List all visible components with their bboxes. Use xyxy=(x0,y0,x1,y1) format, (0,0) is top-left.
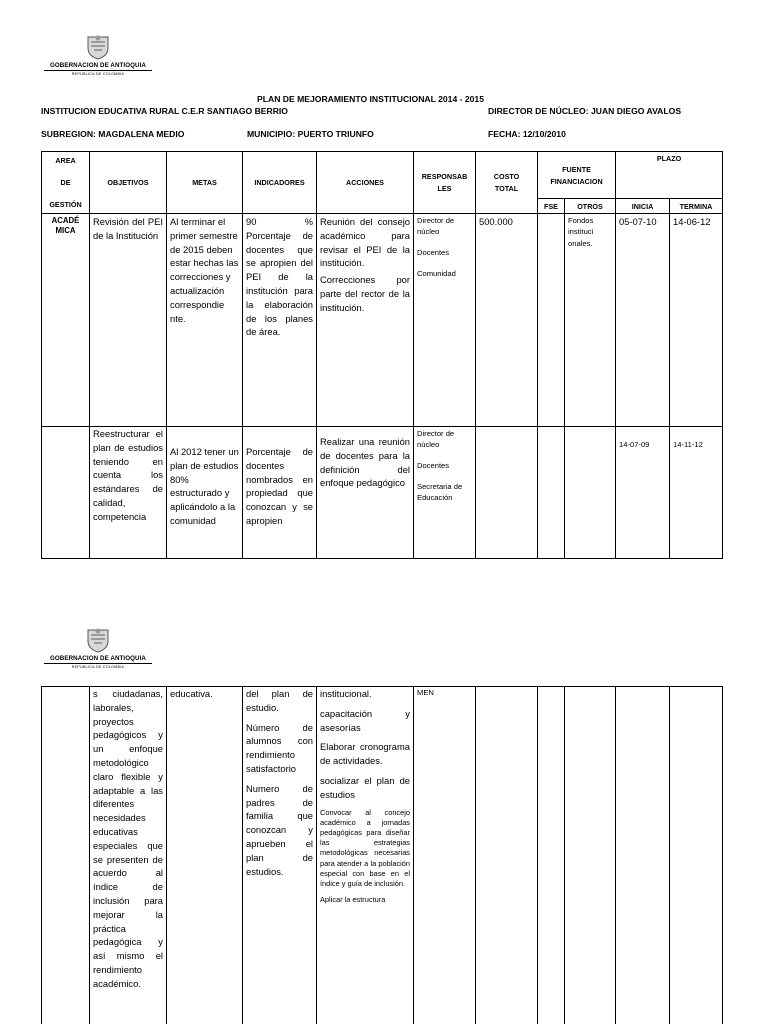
acciones-cell: Realizar una reunión de docentes para la definición del enfoque pedagógico xyxy=(320,436,410,489)
logo-org-name: GOBERNACION DE ANTIOQUIA xyxy=(49,62,146,69)
director-name: DIRECTOR DE NÚCLEO: JUAN DIEGO AVALOS xyxy=(488,106,682,116)
fse-cell xyxy=(538,687,565,1024)
inicia-cell: 05-07-10 xyxy=(619,216,657,227)
government-logo-page-2 xyxy=(42,627,154,669)
header-indicadores: INDICADORES xyxy=(243,152,317,214)
table-row xyxy=(42,687,723,1024)
fse-cell xyxy=(538,214,564,216)
coat-of-arms-icon xyxy=(84,627,112,653)
government-logo xyxy=(42,34,154,76)
header-fuente: FUENTE FINANCIACION xyxy=(538,152,616,199)
acciones-cell: institucional. capacitación y asesorías Elaborar cronograma de actividades. socializar el plan de estudios Convocar al concejo académico a jornadas pedagógicas para diseñar las estrategias metodológicas necesarias para atender a la población especial con base en el índice y guía de inclusión. Aplicar la estructura xyxy=(320,688,410,905)
indicador-cell: Porcentaje de docentes nombrados en propiedad que conozcan y se apropien xyxy=(246,446,313,526)
area-cell xyxy=(42,427,90,559)
header-objetivos: OBJETIVOS xyxy=(90,152,167,214)
table-row xyxy=(42,214,723,427)
header-fse: FSE xyxy=(538,199,565,214)
logo-org-name: GOBERNACION DE ANTIOQUIA xyxy=(49,655,146,662)
indicador-cell: 90 % Porcentaje de docentes que se apropien del PEI de la institución para la elaboración de los planes de área. xyxy=(246,216,313,338)
institution-name: INSTITUCION EDUCATIVA RURAL C.E.R SANTIAGO BERRIO xyxy=(41,106,288,116)
header-costo: COSTO TOTAL xyxy=(476,152,538,214)
costo-cell xyxy=(476,687,538,1024)
acciones-cell: Reunión del consejo académico para revisar el PEI de la institución. Correcciones por parte del rector de la institución. xyxy=(320,216,410,313)
inicia-cell xyxy=(616,687,670,1024)
logo-subtitle: REPUBLICA DE COLOMBIA xyxy=(71,72,125,76)
objetivo-cell: Revisión del PEI de la Institución xyxy=(93,216,163,241)
plan-table-continuation xyxy=(41,686,723,1024)
subregion: SUBREGION: MAGDALENA MEDIO xyxy=(41,129,185,139)
coat-of-arms-icon xyxy=(84,34,112,60)
area-cell: ACADÉ MICA xyxy=(42,214,90,427)
logo-divider xyxy=(44,70,152,71)
fecha: FECHA: 12/10/2010 xyxy=(488,129,566,139)
objetivo-cell: s ciudadanas, laborales, proyectos pedagógicos y un enfoque metodológico claro flexible y adaptable a las diferentes necesidades educativas especiales que se presenten de acuerdo al índice de inclusión para mejorar la práctica pedagógica y así mismo el rendimiento académico. xyxy=(93,688,163,989)
termina-cell: 14-11-12 xyxy=(673,440,703,449)
indicador-cell: del plan de estudio. Número de alumnos con rendimiento satisfactorio Numero de padres de familia que conozcan y aprueben el plan de estudios. xyxy=(246,688,313,877)
area-cell xyxy=(42,687,90,1024)
header-plazo: PLAZO xyxy=(616,152,723,199)
logo-divider xyxy=(44,663,152,664)
header-responsables: RESPONSAB LES xyxy=(414,152,476,214)
municipio: MUNICIPIO: PUERTO TRIUNFO xyxy=(247,129,374,139)
plan-title: PLAN DE MEJORAMIENTO INSTITUCIONAL 2014 - 2015 xyxy=(257,94,484,104)
meta-cell: Al 2012 tener un plan de estudios 80% estructurado y aplicándolo a la comunidad xyxy=(170,446,239,526)
termina-cell xyxy=(670,687,723,1024)
termina-cell: 14-06-12 xyxy=(673,216,711,227)
table-row xyxy=(42,427,723,559)
fse-cell xyxy=(538,427,564,429)
plan-table xyxy=(41,151,723,559)
otros-cell xyxy=(565,427,615,429)
inicia-cell: 14-07-09 xyxy=(619,440,650,449)
header-metas: METAS xyxy=(167,152,243,214)
responsables-cell: Director de núcleo Docentes Secretaria de Educación xyxy=(417,429,463,502)
costo-cell: 500.000 xyxy=(479,216,513,227)
responsables-cell: MEN xyxy=(417,688,434,697)
header-termina: TERMINA xyxy=(670,199,723,214)
header-acciones: ACCIONES xyxy=(317,152,414,214)
costo-cell xyxy=(476,427,537,429)
objetivo-cell: Reestructurar el plan de estudios teniendo en cuenta los estándares de calidad, competencia xyxy=(93,428,163,522)
responsables-cell: Director de núcleo Docentes Comunidad xyxy=(417,216,456,278)
meta-cell: educativa. xyxy=(170,688,213,699)
header-inicia: INICIA xyxy=(616,199,670,214)
logo-subtitle: REPUBLICA DE COLOMBIA xyxy=(71,665,125,669)
meta-cell: Al terminar el primer semestre de 2015 deben estar hechas las correcciones y actualización correspondie nte. xyxy=(170,216,239,324)
otros-cell xyxy=(565,687,616,1024)
header-area: AREA DE GESTIÓN xyxy=(42,152,90,214)
header-otros: OTROS xyxy=(565,199,616,214)
otros-cell: Fondos instituci onales. xyxy=(568,216,594,248)
